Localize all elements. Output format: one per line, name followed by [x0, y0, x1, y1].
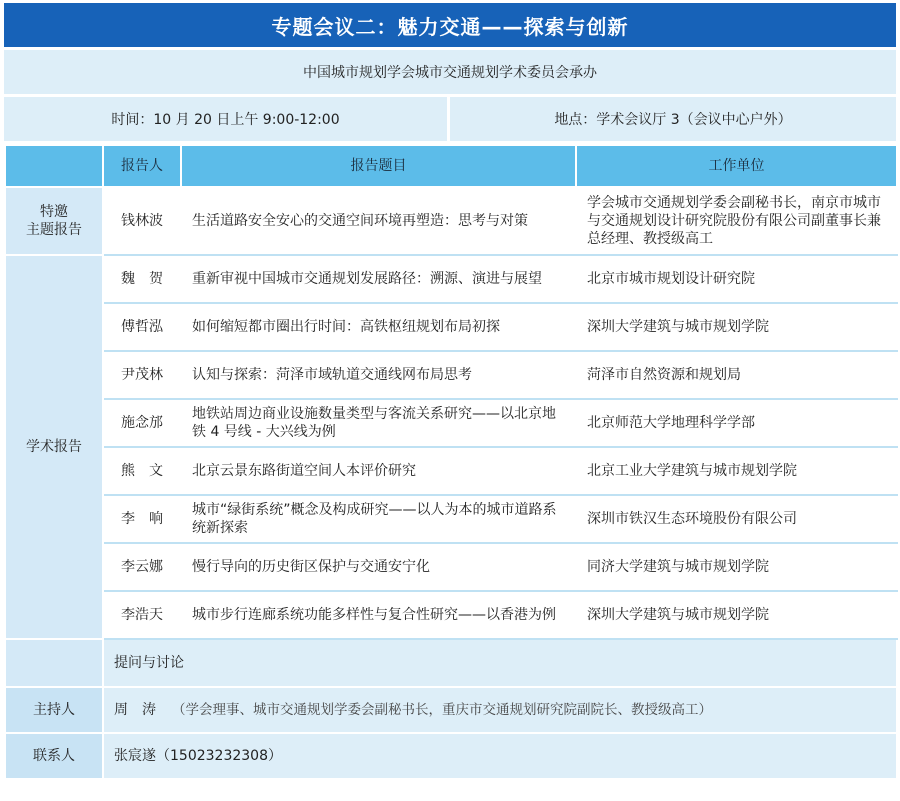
time-location-band — [4, 94, 896, 141]
speaker-org: 北京师范大学地理科学学部 — [576, 399, 897, 447]
report-topic: 城市“绿街系统”概念及构成研究——以人为本的城市道路系统新探索 — [181, 495, 576, 543]
speaker-name: 熊 文 — [103, 447, 181, 495]
header-org: 工作单位 — [576, 145, 897, 187]
report-topic: 北京云景东路街道空间人本评价研究 — [181, 447, 576, 495]
contact-label: 联系人 — [5, 733, 103, 779]
moderator-note: （学会理事、城市交通规划学委会副秘书长，重庆市交通规划研究院副院长、教授级高工） — [172, 702, 712, 718]
speaker-org: 深圳大学建筑与城市规划学院 — [576, 591, 897, 639]
speaker-name: 魏 贺 — [103, 255, 181, 303]
organizer-band — [4, 47, 896, 94]
report-topic: 城市步行连廊系统功能多样性与复合性研究——以香港为例 — [181, 591, 576, 639]
table-row — [5, 447, 897, 495]
moderator-label: 主持人 — [5, 687, 103, 733]
contact-row — [5, 733, 897, 779]
moderator-name: 周 涛 — [114, 702, 156, 718]
speaker-name: 李云娜 — [103, 543, 181, 591]
speaker-org: 菏泽市自然资源和规划局 — [576, 351, 897, 399]
report-topic: 地铁站周边商业设施数量类型与客流关系研究——以北京地铁 4 号线 - 大兴线为例 — [181, 399, 576, 447]
speaker-name: 李浩天 — [103, 591, 181, 639]
speaker-name: 施念邡 — [103, 399, 181, 447]
speaker-name: 尹茂林 — [103, 351, 181, 399]
header-topic: 报告题目 — [181, 145, 576, 187]
header-blank — [5, 145, 103, 187]
time-cell — [4, 97, 450, 141]
session-title: 专题会议二：魅力交通——探索与创新 — [4, 3, 896, 47]
table-row — [5, 255, 897, 303]
table-row — [5, 351, 897, 399]
table-row — [5, 399, 897, 447]
speaker-org: 北京市城市规划设计研究院 — [576, 255, 897, 303]
speaker-name: 李 响 — [103, 495, 181, 543]
table-row — [5, 543, 897, 591]
speaker-org: 深圳市铁汉生态环境股份有限公司 — [576, 495, 897, 543]
organizer-text: 中国城市规划学会城市交通规划学术委员会承办 — [303, 65, 597, 81]
table-row — [5, 187, 897, 255]
contact-value: 张宸遂（15023232308） — [103, 733, 897, 779]
speaker-org: 同济大学建筑与城市规划学院 — [576, 543, 897, 591]
speaker-org: 深圳大学建筑与城市规划学院 — [576, 303, 897, 351]
table-header-row — [5, 145, 897, 187]
speaker-org: 学会城市交通规划学委会副秘书长，南京市城市与交通规划设计研究院股份有限公司副董事长兼总经理、教授级高工 — [576, 187, 897, 255]
qa-blank — [5, 639, 103, 687]
location-text: 地点：学术会议厅 3（会议中心户外） — [554, 112, 792, 128]
report-topic: 如何缩短都市圈出行时间：高铁枢纽规划布局初探 — [181, 303, 576, 351]
time-text: 时间：10 月 20 日上午 9:00-12:00 — [111, 112, 340, 128]
moderator-cell — [103, 687, 897, 733]
report-topic: 慢行导向的历史街区保护与交通安宁化 — [181, 543, 576, 591]
schedule-table — [4, 144, 898, 780]
moderator-row — [5, 687, 897, 733]
report-topic: 认知与探索：菏泽市域轨道交通线网布局思考 — [181, 351, 576, 399]
table-row — [5, 591, 897, 639]
category-special: 特邀 主题报告 — [5, 187, 103, 255]
table-row — [5, 303, 897, 351]
speaker-name: 钱林波 — [103, 187, 181, 255]
qa-text: 提问与讨论 — [103, 639, 897, 687]
qa-row — [5, 639, 897, 687]
table-row — [5, 495, 897, 543]
speaker-org: 北京工业大学建筑与城市规划学院 — [576, 447, 897, 495]
report-topic: 重新审视中国城市交通规划发展路径：溯源、演进与展望 — [181, 255, 576, 303]
report-topic: 生活道路安全安心的交通空间环境再塑造：思考与对策 — [181, 187, 576, 255]
header-speaker: 报告人 — [103, 145, 181, 187]
location-cell — [450, 97, 896, 141]
speaker-name: 傅哲泓 — [103, 303, 181, 351]
category-academic: 学术报告 — [5, 255, 103, 639]
